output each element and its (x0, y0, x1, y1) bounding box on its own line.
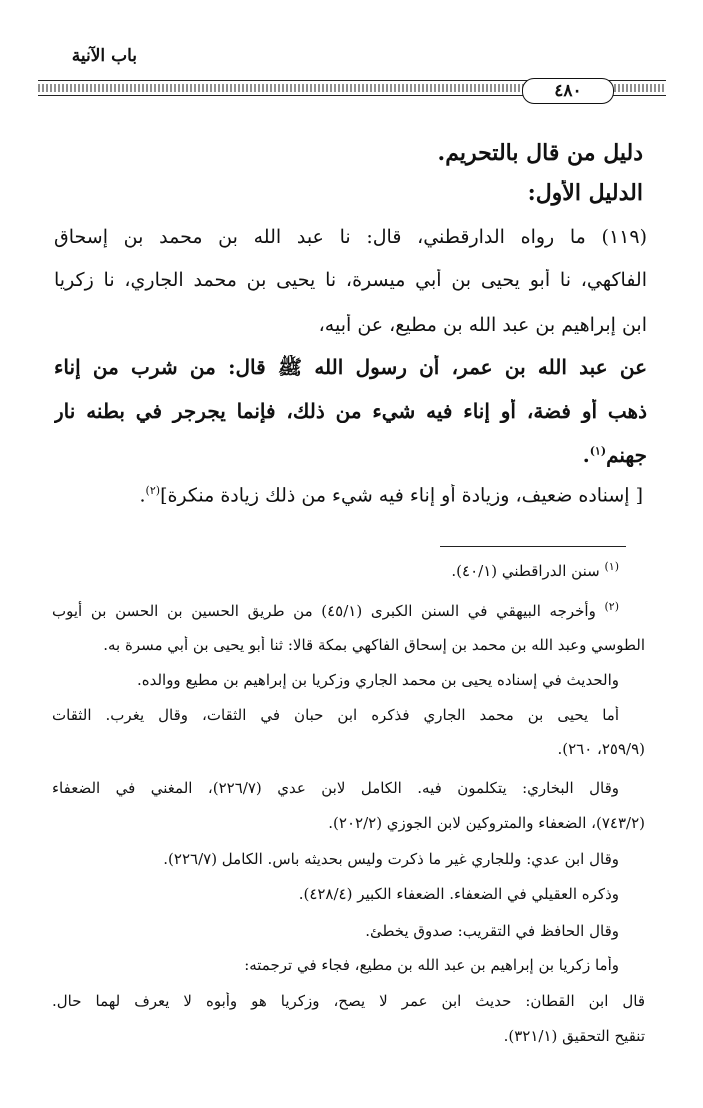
footnote-2-line-11: وأما زكريا بن إبراهيم بن عبد الله بن مطيع، فجاء في ترجمته: (244, 956, 619, 974)
footnote-2-line-3: والحديث في إسناده يحيى بن محمد الجاري وزكريا بن إبراهيم بن مطيع ووالده. (136, 671, 619, 689)
grading-end-mark: . (139, 484, 146, 507)
footnote-2-text-1: وأخرجه البيهقي في السنن الكبرى (٤٥/١) من طريق الحسين بن الحسن بن أيوب (52, 602, 596, 620)
note-marker-1: (١) (589, 444, 607, 458)
footnote-2-line-6: وقال البخاري: يتكلمون فيه. الكامل لابن عدي (٢٢٦/٧)، المغني في الضعفاء (52, 779, 619, 797)
footnote-2-line-8: وقال ابن عدي: وللجاري غير ما ذكرت وليس بحديثه باس. الكامل (٢٢٦/٧). (163, 850, 619, 868)
footnote-2-line-12: قال ابن القطان: حديث ابن عمر لا يصح، وزكريا هو وأبوه لا يعرف لهما حال. (52, 992, 645, 1010)
hadith-line-3 (54, 443, 647, 467)
footnote-separator (440, 546, 626, 547)
footnote-2-line-5: (٢٥٩/٩، ٢٦٠). (557, 740, 645, 758)
footnote-2-line-13: تنقيح التحقيق (٣٢١/١). (503, 1027, 645, 1045)
body-line-2: الفاكهي، نا أبو يحيى بن أبي ميسرة، نا يحيى بن محمد الجاري، نا زكريا (54, 269, 647, 291)
section-subtitle: الدليل الأول: (527, 180, 643, 206)
hadith-end-text: جهنم (606, 443, 647, 467)
footnote-2-line-2: الطوسي وعبد الله بن محمد بن إسحاق الفاكهي بمكة قالا: ثنا أبو يحيى بن أبي مسرة به. (103, 636, 645, 654)
footnote-marker-1: (١) (604, 560, 619, 573)
page-number: ٤٨٠ (554, 81, 582, 101)
footnote-2-line-4: أما يحيى بن محمد الجاري فذكره ابن حبان في الثقات، وقال يغرب. الثقات (52, 706, 619, 724)
footnote-2-line-7: (٧٤٣/٢)، الضعفاء والمتروكين لابن الجوزي (٢٠٢/٢). (328, 814, 645, 832)
body-line-3: ابن إبراهيم بن عبد الله بن مطيع، عن أبيه، (318, 314, 647, 336)
body-line-1: (١١٩) ما رواه الدارقطني، قال: نا عبد الله بن محمد بن إسحاق (54, 226, 647, 248)
chapter-title: باب الآنية (71, 46, 137, 66)
footnote-marker-2: (٢) (604, 600, 619, 613)
hadith-line-1: عن عبد الله بن عمر، أن رسول الله ﷺ قال: من شرب من إناء (54, 355, 647, 379)
section-title: دليل من قال بالتحريم. (437, 140, 643, 166)
footnote-2-line-10: وقال الحافظ في التقريب: صدوق يخطئ. (365, 922, 619, 940)
page-number-badge (522, 78, 614, 104)
footnote-1-text: سنن الدراقطني (٤٠/١). (451, 562, 600, 580)
footnote-2-line-1 (52, 600, 619, 620)
end-mark: . (582, 443, 590, 467)
grading-text: [ إسناده ضعيف، وزيادة أو إناء فيه شيء من ذلك زيادة منكرة] (160, 484, 643, 507)
hadith-line-2: ذهب أو فضة، أو إناء فيه شيء من ذلك، فإنما يجرجر في بطنه نار (54, 399, 647, 423)
grading-line (54, 484, 643, 506)
note-marker-2: (٢) (145, 484, 161, 497)
footnote-2-line-9: وذكره العقيلي في الضعفاء. الضعفاء الكبير (٤٢٨/٤). (298, 885, 619, 903)
footnote-1 (52, 560, 619, 580)
